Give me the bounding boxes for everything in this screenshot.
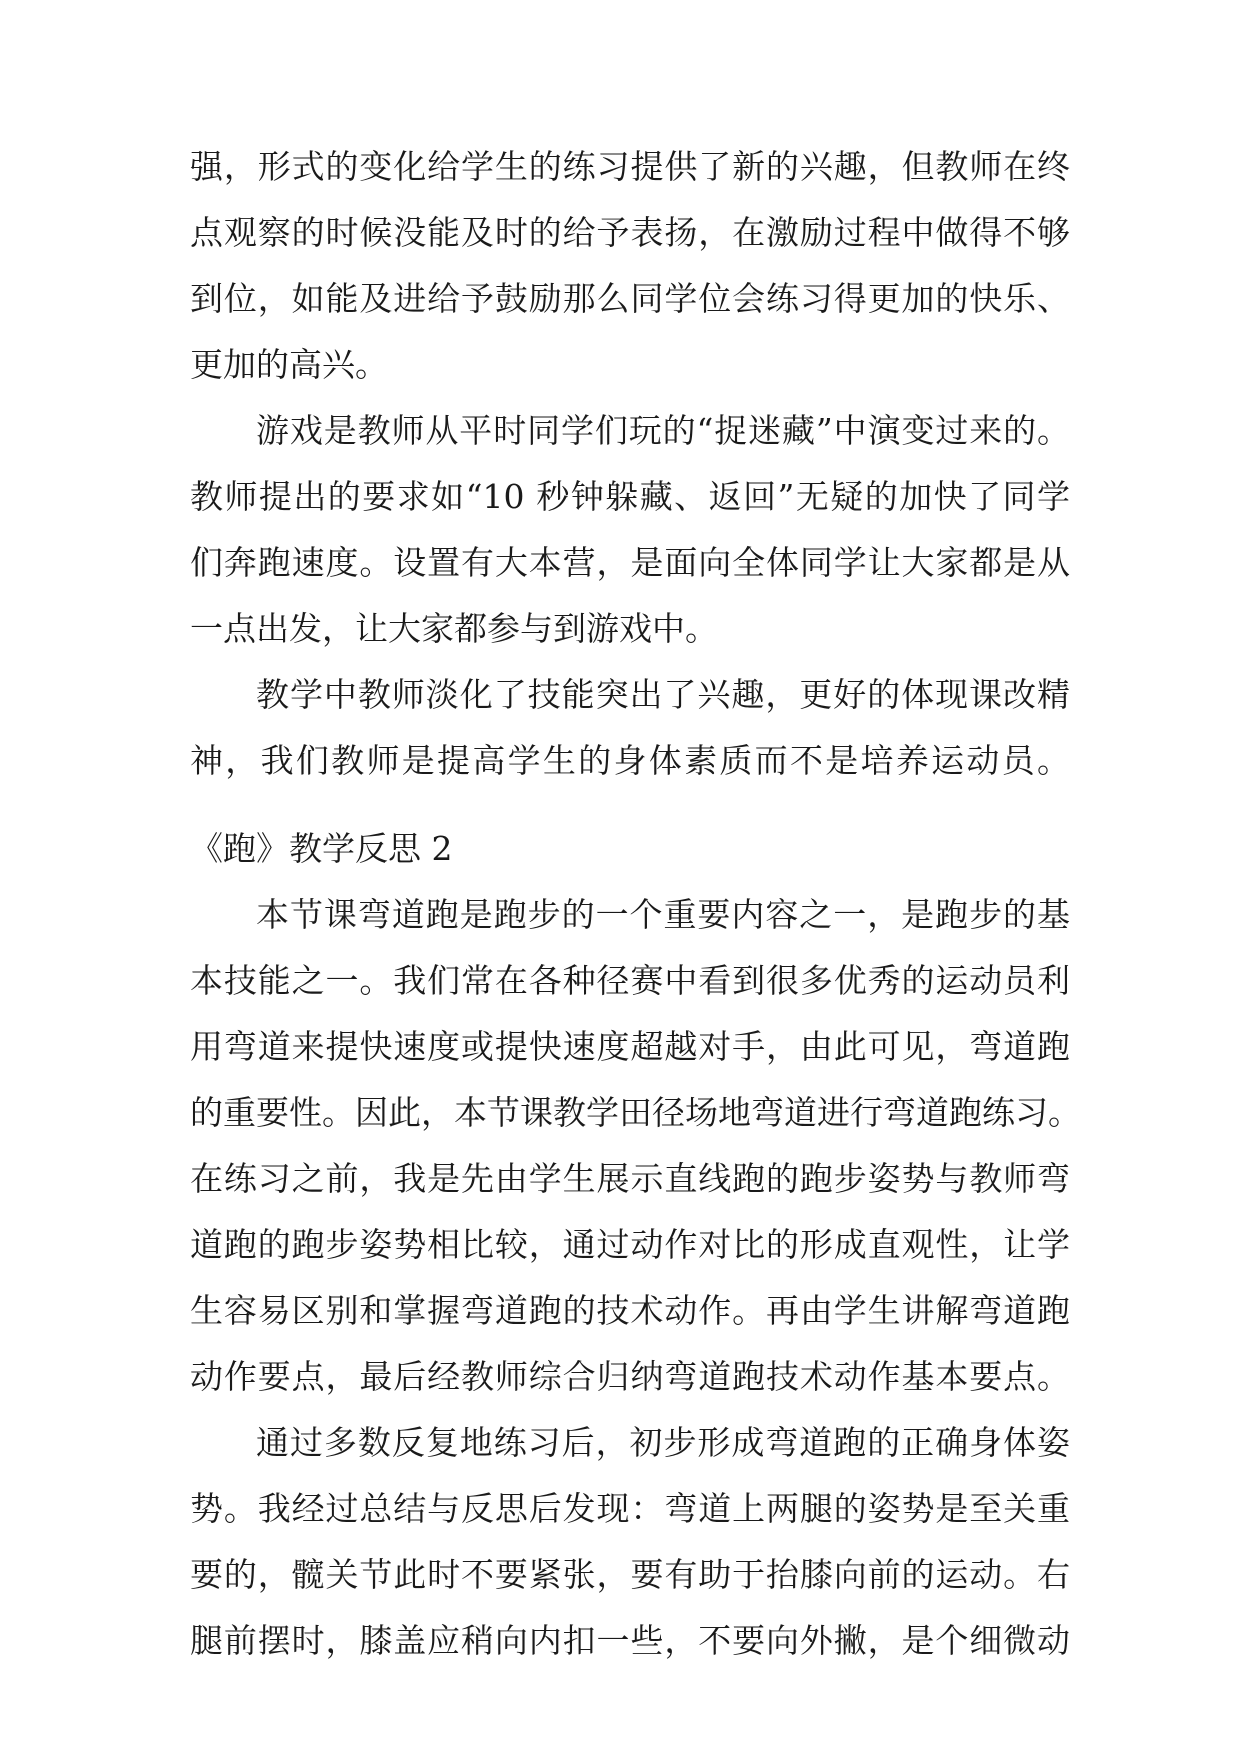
text-line: 道跑的跑步姿势相比较，通过动作对比的形成直观性，让学 [190, 1225, 1070, 1264]
text-line: 游戏是教师从平时同学们玩的“捉迷藏”中演变过来的。 [256, 411, 1070, 450]
text-line: 动作要点，最后经教师综合归纳弯道跑技术动作基本要点。 [190, 1357, 1070, 1396]
text-line: 教师提出的要求如“10 秒钟躲藏、返回”无疑的加快了同学 [190, 477, 1070, 516]
text-line: 到位，如能及进给予鼓励那么同学位会练习得更加的快乐、 [190, 279, 1070, 318]
text-line: 腿前摆时，膝盖应稍向内扣一些，不要向外撇，是个细微动 [190, 1621, 1070, 1660]
text-line: 本节课弯道跑是跑步的一个重要内容之一，是跑步的基 [256, 895, 1070, 934]
text-line: 通过多数反复地练习后，初步形成弯道跑的正确身体姿 [256, 1423, 1070, 1462]
text-line: 教学中教师淡化了技能突出了兴趣，更好的体现课改精 [256, 675, 1070, 714]
text-line: 势。我经过总结与反思后发现：弯道上两腿的姿势是至关重 [190, 1489, 1070, 1528]
text-line: 本技能之一。我们常在各种径赛中看到很多优秀的运动员利 [190, 961, 1070, 1000]
text-line: 神，我们教师是提高学生的身体素质而不是培养运动员。 [190, 741, 1070, 780]
text-line: 一点出发，让大家都参与到游戏中。 [190, 609, 718, 648]
text-line: 点观察的时候没能及时的给予表扬，在激励过程中做得不够 [190, 213, 1070, 252]
text-line: 生容易区别和掌握弯道跑的技术动作。再由学生讲解弯道跑 [190, 1291, 1070, 1330]
text-line: 强，形式的变化给学生的练习提供了新的兴趣，但教师在终 [190, 147, 1070, 186]
text-line: 的重要性。因此，本节课教学田径场地弯道进行弯道跑练习。 [190, 1093, 1081, 1132]
text-line: 更加的高兴。 [190, 345, 388, 384]
text-line: 用弯道来提快速度或提快速度超越对手，由此可见，弯道跑 [190, 1027, 1070, 1066]
text-line: 们奔跑速度。设置有大本营，是面向全体同学让大家都是从 [190, 543, 1070, 582]
text-line: 要的，髋关节此时不要紧张，要有助于抬膝向前的运动。右 [190, 1555, 1070, 1594]
text-line: 在练习之前，我是先由学生展示直线跑的跑步姿势与教师弯 [190, 1159, 1070, 1198]
section-title: 《跑》教学反思 2 [190, 829, 453, 868]
